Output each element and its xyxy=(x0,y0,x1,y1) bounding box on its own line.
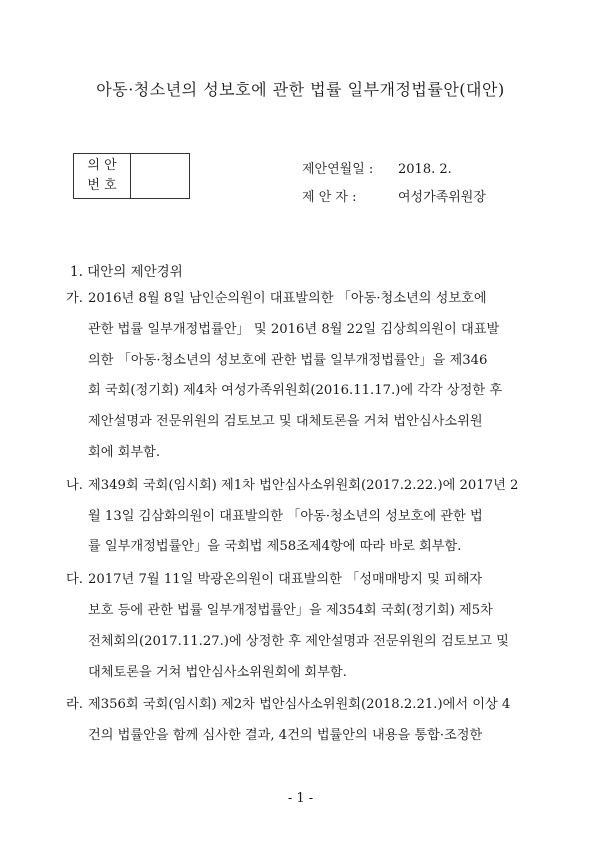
list-item xyxy=(66,284,536,469)
meta-row-date xyxy=(302,156,486,184)
body-text xyxy=(66,284,536,754)
page-number: - 1 - xyxy=(287,791,314,806)
meta-value: 2018. 2. xyxy=(398,162,452,177)
list-item xyxy=(66,690,536,752)
bill-number-box xyxy=(73,153,190,199)
proposal-meta xyxy=(302,156,486,212)
meta-key: 제안연월일 : xyxy=(302,162,374,177)
section-heading: 1. 대안의 제안경위 xyxy=(70,264,183,280)
bill-number-label xyxy=(74,154,131,198)
item-marker: 라. xyxy=(66,697,83,713)
item-text: 2017년 7월 11일 박광온의원이 대표발의한 「성매매방지 및 피해자 보호 등에 관한 법률 일부개정법률안」을 제354회 국회(정기회) 제5차 전체회의(2017.11.27.)에 상정한 후 제안설명과 전문위원의 검토보고 및 대체토론을 거쳐 법안심사소위원회에 회부함. xyxy=(88,572,509,680)
list-item xyxy=(66,471,536,563)
meta-key: 제 안 자 : xyxy=(302,190,357,205)
document-title: 아동·청소년의 성보호에 관한 법률 일부개정법률안(대안) xyxy=(96,80,505,99)
item-text: 제349회 국회(임시회) 제1차 법안심사소위원회(2017.2.22.)에 2017년 2 월 13일 김삼화의원이 대표발의한 「아동·청소년의 성보호에 관한 법 률 일부개정법률안」을 국회법 제58조제4항에 따라 바로 회부함. xyxy=(88,477,519,555)
item-marker: 다. xyxy=(66,572,83,588)
item-text: 제356회 국회(임시회) 제2차 법안심사소위원회(2018.2.21.)에서 이상 4 건의 법률안을 함께 심사한 결과, 4건의 법률안의 내용을 통합·조정한 xyxy=(88,697,511,744)
bill-number-label-line2: 번 호 xyxy=(87,178,117,193)
meta-row-proposer xyxy=(302,184,486,212)
meta-value: 여성가족위원장 xyxy=(398,190,486,205)
list-item xyxy=(66,565,536,688)
item-marker: 나. xyxy=(66,477,83,493)
item-text: 2016년 8월 8일 남인순의원이 대표발의한 「아동·청소년의 성보호에 관한 법률 일부개정법률안」 및 2016년 8월 22일 김상희의원이 대표발 의한 「아동·청소년의 성보호에 관한 법률 일부개정법률안」을 제346 회 국회(정기회) 제4차 여성가족위원회(2016.11.17.)에 각각 상정한 후 제안설명과 전문위원의 검토보고 및 대체토론을 거쳐 법안심사소위원 회에 회부함. xyxy=(88,291,503,460)
item-marker: 가. xyxy=(66,291,83,306)
bill-number-label-line1: 의 안 xyxy=(87,158,117,173)
